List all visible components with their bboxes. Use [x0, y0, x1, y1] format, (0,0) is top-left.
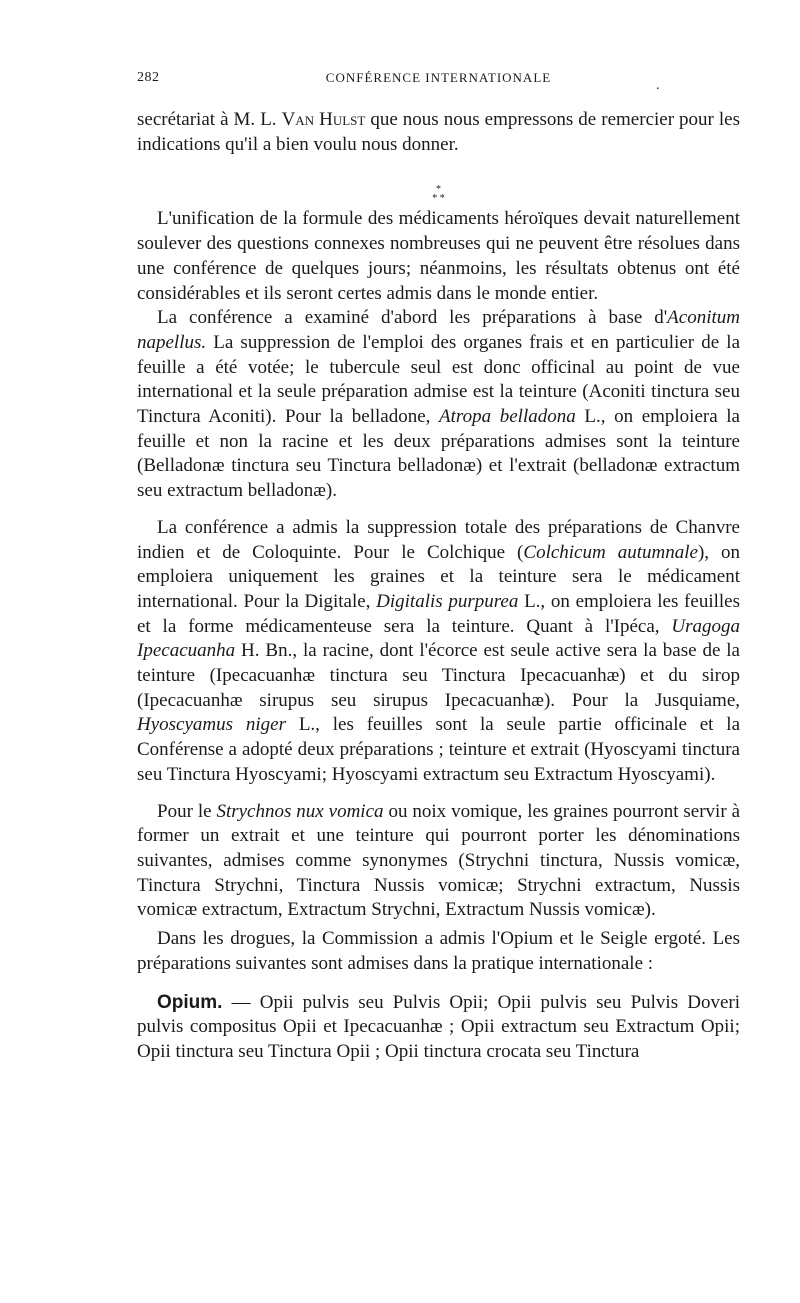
person-name: Van Hulst [281, 109, 366, 130]
species-name: Atropa belladona [439, 406, 576, 428]
species-name: Digitalis purpurea [376, 590, 519, 612]
separator-star-bottom: * * [432, 193, 445, 205]
species-name: Aconitum napellus. [137, 307, 740, 353]
species-name: Colchicum autumnale [523, 541, 698, 563]
page-number: 282 [137, 70, 160, 85]
running-title: CONFÉRENCE INTERNATIONALE [325, 70, 552, 85]
paragraph-chanvre: La conférence a admis la suppression totale des préparations de Chanvre indien et de Coloquinte. Pour le Colchique (Colchicum autumnale), on emploiera uniquement les graines et la teinture sera le médicament international. Pour la Digitale, Digitalis purpurea L., on emploiera les feuilles et la forme médicamenteuse sera la teinture. Quant à l'Ipéca, Uragoga Ipecacuanha H. Bn., la racine, dont l'écorce est seule active sera la base de la teinture (Ipecacuanhæ tinctura seu Tinctura Ipecacuanhæ) et du sirop (Ipecacuanhæ sirupus seu sirupus Ipecacuanhæ). Pour la Jusquiame, Hyoscyamus niger L., les feuilles sont la seule partie officinale et la Conférense a adopté deux préparations ; teinture et extrait (Hyoscyami tinctura seu Tinctura Hyoscyami; Hyoscyami extractum seu Extractum Hyoscyami). [137, 516, 741, 785]
separator-star-top: * [436, 184, 441, 196]
running-header [137, 70, 740, 92]
paragraph-unification: L'unification de la formule des médicaments héroïques devait naturellement soulever des questions connexes nombreuses qui ne peuvent être résolues dans une conférence de quelques jours; néanmoins, les résultats obtenus ont été considérables et ils seront certes admis dans le monde entier. [137, 208, 740, 304]
species-name: Strychnos nux vomica [216, 800, 384, 822]
paragraph-aconitum: La conférence a examiné d'abord les préparations à base d'Aconitum napellus. La suppression de l'emploi des organes frais et en particulier de la feuille a été votée; le tubercule seul est donc officinal au point de vue international et la seule préparation admise est la teinture (Aconiti tinctura seu Tinctura Aconiti). Pour la belladone, Atropa belladona L., on emploiera la feuille et non la racine et les deux préparations admises sont la teinture (Belladonæ tinctura seu Tinctura belladonæ) et l'extrait (belladonæ extractum seu extractum belladonæ). [137, 307, 740, 502]
section-separator [137, 157, 740, 207]
species-name: Uragoga Ipecacuanha [137, 615, 740, 662]
paragraph-opium: Opium. — Opii pulvis seu Pulvis Opii; Opii pulvis seu Pulvis Doveri pulvis compositus Opii et Ipecacuanhæ ; Opii extractum seu Extractum Opii; Opii tinctura seu Tinctura Opii ; Opii tinctura crocata seu Tinctura [137, 991, 740, 1062]
paragraph-strychnos: Pour le Strychnos nux vomica ou noix vomique, les graines pourront servir à former un extrait et une teinture qui pourront porter les dénominations suivantes, admises comme synonymes (Strychni tinctura, Nussis vomicæ, Tinctura Strychni, Tinctura Nussis vomicæ; Strychni extractum, Nussis vomicæ extractum, Extractum Strychni, Extractum Nussis vomicæ). [137, 800, 741, 921]
header-mark: . [656, 78, 660, 93]
species-name: Hyoscyamus niger [137, 714, 286, 736]
page [137, 70, 740, 1065]
opium-heading: Opium. [157, 991, 223, 1013]
intro-paragraph: secrétariat à M. L. Van Hulst que nous nous empressons de remercier pour les indications qu'il a bien voulu nous donner. [137, 109, 741, 155]
paragraph-drogues: Dans les drogues, la Commission a admis l'Opium et le Seigle ergoté. Les préparations suivantes sont admises dans la pratique internationale : [137, 928, 740, 974]
